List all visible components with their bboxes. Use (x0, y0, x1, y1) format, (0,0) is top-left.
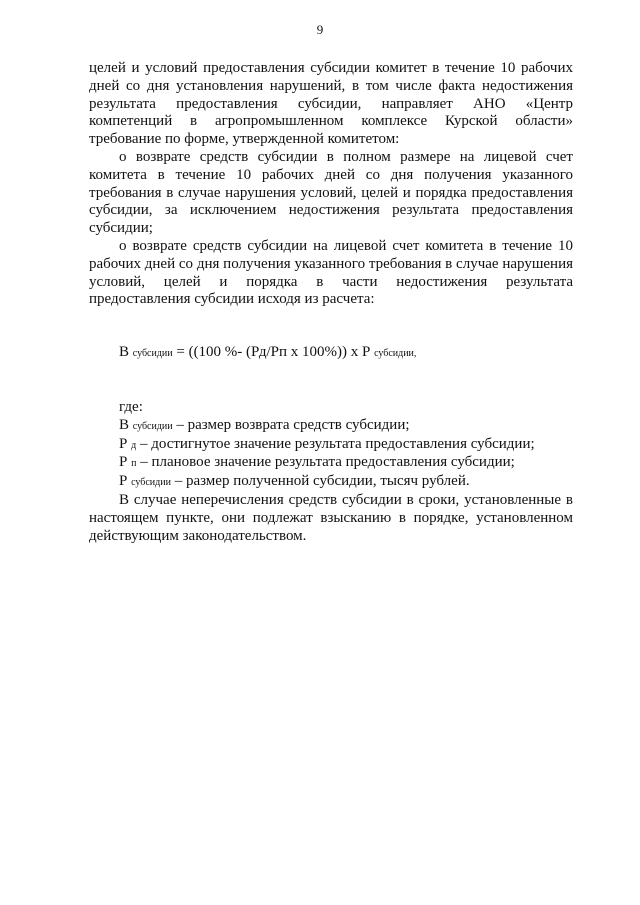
paragraph-partial-return: о возврате средств субсидии на лицевой счет комитета в течение 10 рабочих дней со дня получения указанного требования в случае нарушения условий, целей и порядка в части недостижения результата предоставления субсидии исходя из расчета: (89, 237, 573, 308)
where-label: где: (119, 398, 143, 415)
paragraph-full-return: о возврате средств субсидии в полном размере на лицевой счет комитета в течение 10 рабочих дней со дня получения указанного требования в случае нарушения условий, целей и порядка предоставления субсидии, за исключением недостижения результата предоставления субсидии; (89, 148, 573, 237)
formula (119, 344, 573, 363)
paragraph-intro: целей и условий предоставления субсидии комитет в течение 10 рабочих дней со дня установления нарушений, в том числе факта недостижения результата предоставления субсидии, направляет АНО «Центр компетенций в агропромышленном комплексе Курской области» требование по форме, утвержденной комитетом: (89, 60, 573, 148)
paragraph-closing: В случае неперечисления средств субсидии в сроки, установленные в настоящем пункте, они подлежат взысканию в порядке, установленном действующим законодательством. (89, 491, 573, 544)
formula-lead-sub: субсидии (132, 348, 173, 360)
document-body (89, 60, 573, 545)
page-number: 9 (316, 22, 324, 37)
definition-item: В субсидии – размер возврата средств субсидии; (119, 416, 410, 433)
formula-tail-sub: субсидии, (374, 348, 417, 360)
formula-lead: В (119, 344, 130, 361)
definition-item: Р д – достигнутое значение результата предоставления субсидии; (119, 435, 535, 452)
formula-body: = ((100 %- (Рд/Рп х 100%)) х Р (172, 344, 371, 361)
definition-item: Р п – плановое значение результата предоставления субсидии; (119, 454, 515, 471)
definition-item: Р субсидии – размер полученной субсидии, тысяч рублей. (119, 473, 470, 490)
